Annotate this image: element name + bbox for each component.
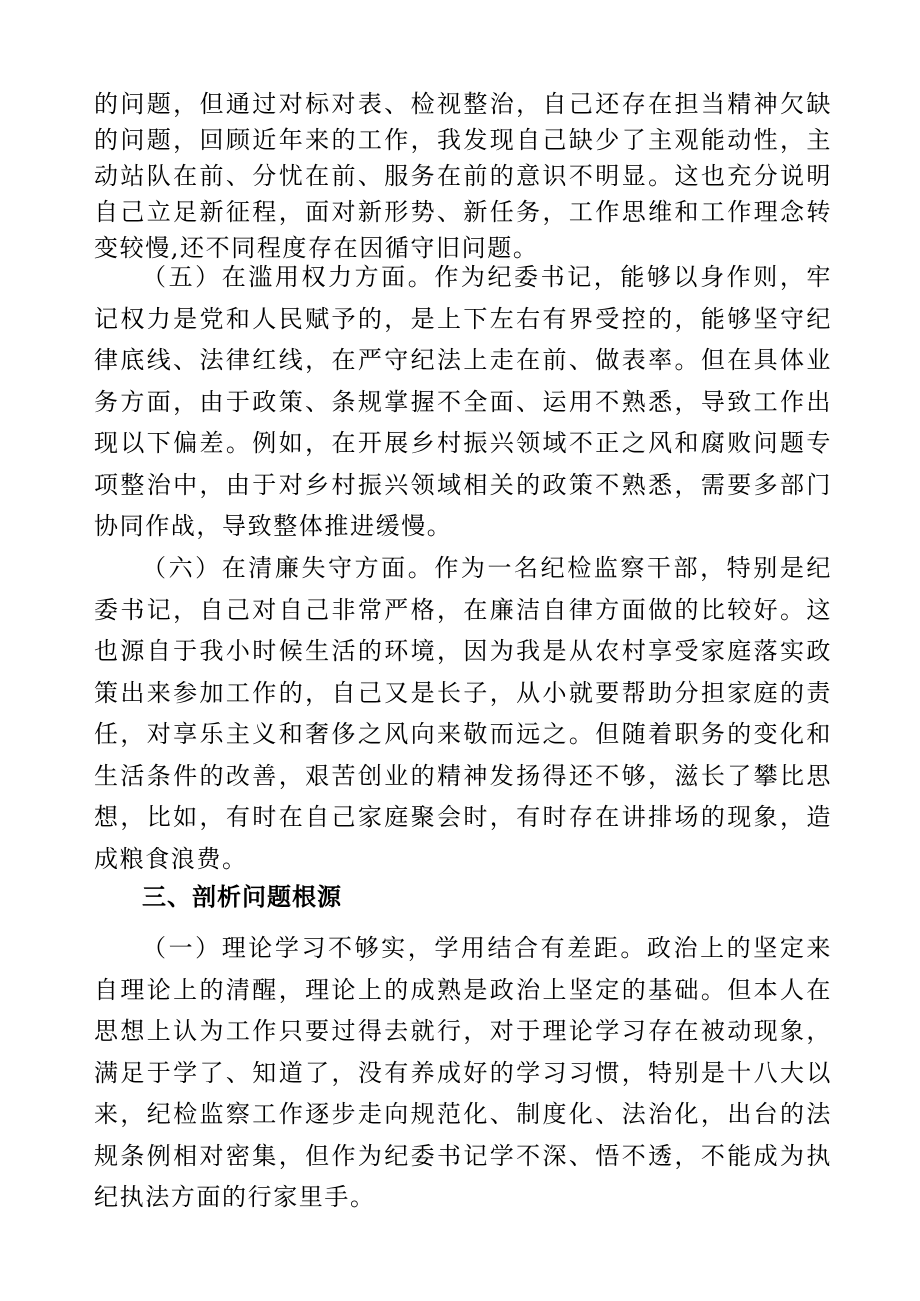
section-heading-root-causes: 三、剖析问题根源 <box>142 883 342 911</box>
paragraph-continuation: 的问题，但通过对标对表、检视整治，自己还存在担当精神欠缺的问题，回顾近年来的工作，我发现自己缺少了主观能动性，主动站队在前、分忧在前、服务在前的意识不明显。这也充分说明自己立足新征程，面对新形势、新任务，工作思维和工作理念转变较慢,还不同程度存在因循守旧问题。 <box>94 90 832 262</box>
paragraph-abuse-of-power: （五）在滥用权力方面。作为纪委书记，能够以身作则，牢记权力是党和人民赋予的，是上下左右有界受控的，能够坚守纪律底线、法律红线，在严守纪法上走在前、做表率。但在具体业务方面，由于政策、条规掌握不全面、运用不熟悉，导致工作出现以下偏差。例如，在开展乡村振兴领域不正之风和腐败问题专项整治中，由于对乡村振兴领域相关的政策不熟悉，需要多部门协同作战，导致整体推进缓慢。 <box>94 263 832 540</box>
paragraph-theory-study: （一）理论学习不够实，学用结合有差距。政治上的坚定来自理论上的清醒，理论上的成熟是政治上坚定的基础。但本人在思想上认为工作只要过得去就行，对于理论学习存在被动现象，满足于学了、知道了，没有养成好的学习习惯，特别是十八大以来，纪检监察工作逐步走向规范化、制度化、法治化，出台的法规条例相对密集，但作为纪委书记学不深、悟不透，不能成为执纪执法方面的行家里手。 <box>94 934 832 1211</box>
paragraph-integrity: （六）在清廉失守方面。作为一名纪检监察干部，特别是纪委书记，自己对自己非常严格，在廉洁自律方面做的比较好。这也源自于我小时候生活的环境，因为我是从农村享受家庭落实政策出来参加工作的，自己又是长子，从小就要帮助分担家庭的责任，对享乐主义和奢侈之风向来敬而远之。但随着职务的变化和生活条件的改善，艰苦创业的精神发扬得还不够，滋长了攀比思想，比如，有时在自己家庭聚会时，有时存在讲排场的现象，造成粮食浪费。 <box>94 554 832 873</box>
